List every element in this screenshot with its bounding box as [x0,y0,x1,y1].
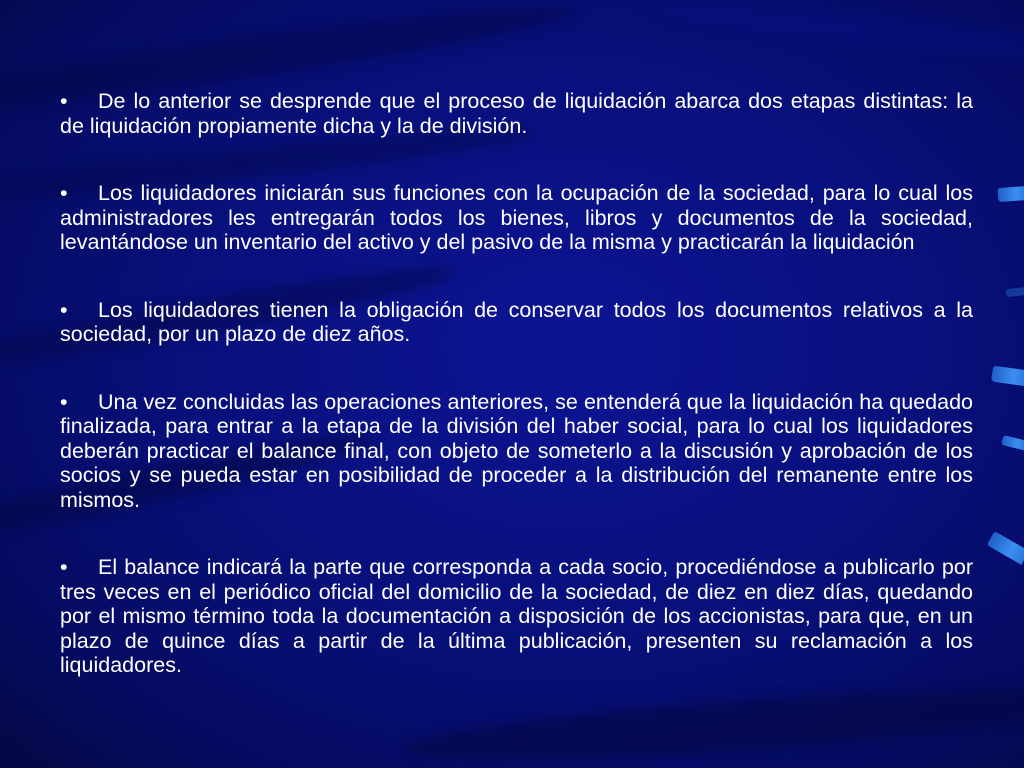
bullet-paragraph [60,298,973,347]
bullet-paragraph [60,89,973,138]
bullet-icon: • [60,555,68,579]
bullet-paragraph [60,555,973,678]
decorative-edge-bar [1001,435,1024,451]
decorative-edge-bar [1006,287,1024,297]
bullet-icon: • [60,389,68,414]
decorative-edge-bar [991,366,1024,387]
paragraph-text: Una vez concluidas las operaciones anteriores, se entenderá que la liquidación ha quedado finalizada, para entrar a la etapa de la división del haber social, para lo cual los liquidadores deberán practicar el balance final, con objeto de someterlo a la discusión y aprobación de los socios y se pueda estar en posibilidad de proceder a la distribución del remanente entre los mismos. [60,389,973,512]
decorative-edge-bar [987,531,1024,565]
background-streak [650,0,1024,74]
paragraph-text: Los liquidadores tienen la obligación de conservar todos los documentos relativos a la sociedad, por un plazo de diez años. [60,297,973,346]
decorative-edge-bar [998,186,1024,202]
bullet-paragraph [60,181,973,255]
bullet-icon: • [60,181,68,205]
bullet-paragraph [60,390,973,513]
bullet-icon: • [60,89,68,113]
slide-body [60,89,973,721]
paragraph-text: De lo anterior se desprende que el proceso de liquidación abarca dos etapas distintas: la de liquidación propiamente dicha y la de división. [60,89,973,138]
bullet-icon: • [60,297,68,322]
paragraph-text: El balance indicará la parte que corresponda a cada socio, procediéndose a publicarlo por tres veces en el periódico oficial del domicilio de la sociedad, de diez en diez días, quedando por el mismo término toda la documentación a disposición de los accionistas, para que, en un plazo de quince días a partir de la última publicación, presenten su reclamación a los liquidadores. [60,555,973,677]
paragraph-text: Los liquidadores iniciarán sus funciones con la ocupación de la sociedad, para lo cual los administradores les entregarán todos los bienes, libros y documentos de la sociedad, levantándose un inventario del activo y del pasivo de la misma y practicarán la liquidación [60,181,973,254]
